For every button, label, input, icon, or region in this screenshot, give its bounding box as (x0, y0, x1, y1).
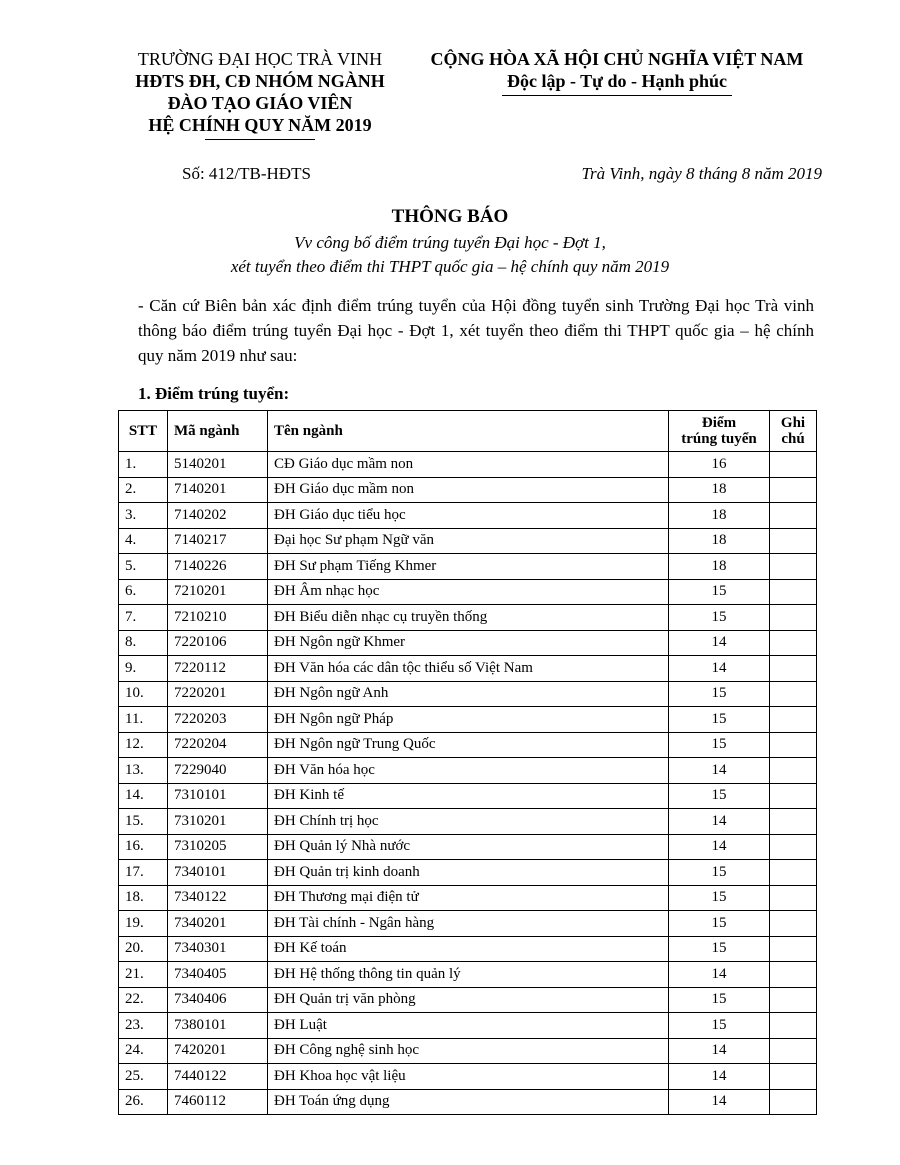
header-ten-nganh: Tên ngành (268, 411, 669, 452)
cell-stt: 24. (119, 1038, 168, 1064)
cell-ten-nganh: ĐH Ngôn ngữ Trung Quốc (268, 732, 669, 758)
cell-ma-nganh: 7340122 (168, 885, 268, 911)
cell-ghi-chu (770, 936, 817, 962)
admission-scores-table (118, 410, 817, 1115)
cell-ghi-chu (770, 707, 817, 733)
cell-ma-nganh: 7229040 (168, 758, 268, 784)
cell-stt: 10. (119, 681, 168, 707)
cell-stt: 13. (119, 758, 168, 784)
table-row (119, 911, 817, 937)
cell-ghi-chu (770, 477, 817, 503)
intro-paragraph: - Căn cứ Biên bản xác định điểm trúng tuyển của Hội đồng tuyển sinh Trường Đại học Trà vinh thông báo điểm trúng tuyển Đại học - Đợt 1, xét tuyển theo điểm thi THPT quốc gia – hệ chính quy năm 2019 như sau: (138, 296, 814, 365)
cell-ten-nganh: ĐH Ngôn ngữ Khmer (268, 630, 669, 656)
cell-ma-nganh: 7140217 (168, 528, 268, 554)
header-ghi-line1: Ghi (780, 415, 806, 431)
cell-ten-nganh: ĐH Biểu diễn nhạc cụ truyền thống (268, 605, 669, 631)
cell-diem: 14 (669, 962, 770, 988)
cell-ghi-chu (770, 1038, 817, 1064)
place-and-date: Trà Vinh, ngày 8 tháng 8 năm 2019 (581, 164, 822, 183)
cell-ghi-chu (770, 656, 817, 682)
council-name-line3: HỆ CHÍNH QUY NĂM 2019 (148, 115, 372, 135)
cell-diem: 15 (669, 605, 770, 631)
cell-stt: 8. (119, 630, 168, 656)
cell-diem: 15 (669, 1013, 770, 1039)
cell-ten-nganh: ĐH Thương mại điện tử (268, 885, 669, 911)
cell-stt: 22. (119, 987, 168, 1013)
cell-diem: 14 (669, 834, 770, 860)
cell-diem: 18 (669, 503, 770, 529)
cell-ma-nganh: 7220112 (168, 656, 268, 682)
cell-diem: 15 (669, 860, 770, 886)
table-row (119, 605, 817, 631)
document-subtitle-line1: Vv công bố điểm trúng tuyển Đại học - Đợt 1, (294, 233, 606, 252)
table-row (119, 758, 817, 784)
document-number: Số: 412/TB-HĐTS (182, 164, 311, 183)
cell-ten-nganh: ĐH Văn hóa các dân tộc thiểu số Việt Nam (268, 656, 669, 682)
table-row (119, 860, 817, 886)
header-diem-line1: Điểm (701, 415, 737, 431)
cell-ma-nganh: 7380101 (168, 1013, 268, 1039)
document-title: THÔNG BÁO (391, 206, 509, 227)
cell-ghi-chu (770, 681, 817, 707)
header-ghi-line2: chú (781, 431, 805, 447)
cell-diem: 15 (669, 936, 770, 962)
cell-ten-nganh: ĐH Ngôn ngữ Pháp (268, 707, 669, 733)
cell-stt: 7. (119, 605, 168, 631)
university-name: TRƯỜNG ĐẠI HỌC TRÀ VINH (137, 49, 383, 69)
table-row (119, 630, 817, 656)
cell-ghi-chu (770, 962, 817, 988)
table-row (119, 579, 817, 605)
cell-stt: 14. (119, 783, 168, 809)
table-row (119, 656, 817, 682)
cell-ma-nganh: 7310205 (168, 834, 268, 860)
table-header-row (119, 411, 817, 452)
table-row (119, 987, 817, 1013)
cell-diem: 14 (669, 1038, 770, 1064)
section-heading: 1. Điểm trúng tuyển: (138, 384, 290, 403)
cell-ma-nganh: 7460112 (168, 1089, 268, 1115)
cell-ten-nganh: ĐH Kế toán (268, 936, 669, 962)
cell-diem: 16 (669, 452, 770, 478)
table-row (119, 528, 817, 554)
header-diem-line2: trúng tuyển (681, 431, 757, 447)
cell-ghi-chu (770, 732, 817, 758)
table-row (119, 962, 817, 988)
cell-stt: 20. (119, 936, 168, 962)
cell-ten-nganh: ĐH Công nghệ sinh học (268, 1038, 669, 1064)
cell-ten-nganh: Đại học Sư phạm Ngữ văn (268, 528, 669, 554)
cell-stt: 25. (119, 1064, 168, 1090)
cell-ma-nganh: 7210210 (168, 605, 268, 631)
document-subtitle-line2: xét tuyển theo điểm thi THPT quốc gia – hệ chính quy năm 2019 (230, 257, 670, 276)
table-row (119, 554, 817, 580)
national-motto: Độc lập - Tự do - Hạnh phúc (506, 71, 728, 91)
cell-ma-nganh: 7210201 (168, 579, 268, 605)
table-row (119, 477, 817, 503)
cell-diem: 14 (669, 630, 770, 656)
header-ghi-chu (770, 411, 817, 452)
cell-ten-nganh: ĐH Sư phạm Tiếng Khmer (268, 554, 669, 580)
cell-ten-nganh: ĐH Âm nhạc học (268, 579, 669, 605)
cell-ghi-chu (770, 783, 817, 809)
cell-ten-nganh: ĐH Khoa học vật liệu (268, 1064, 669, 1090)
cell-ten-nganh: ĐH Quản trị văn phòng (268, 987, 669, 1013)
cell-ghi-chu (770, 860, 817, 886)
country-name: CỘNG HÒA XÃ HỘI CHỦ NGHĨA VIỆT NAM (430, 49, 804, 69)
cell-ma-nganh: 7420201 (168, 1038, 268, 1064)
table-row (119, 783, 817, 809)
cell-ghi-chu (770, 605, 817, 631)
cell-ma-nganh: 7220201 (168, 681, 268, 707)
cell-ten-nganh: CĐ Giáo dục mầm non (268, 452, 669, 478)
cell-ghi-chu (770, 809, 817, 835)
table-row (119, 681, 817, 707)
table-row (119, 936, 817, 962)
cell-ma-nganh: 7340301 (168, 936, 268, 962)
cell-diem: 15 (669, 681, 770, 707)
cell-diem: 15 (669, 783, 770, 809)
cell-diem: 18 (669, 554, 770, 580)
cell-diem: 15 (669, 885, 770, 911)
table-row (119, 1038, 817, 1064)
cell-stt: 17. (119, 860, 168, 886)
cell-ten-nganh: ĐH Giáo dục tiểu học (268, 503, 669, 529)
cell-diem: 15 (669, 579, 770, 605)
cell-stt: 5. (119, 554, 168, 580)
cell-stt: 9. (119, 656, 168, 682)
cell-ten-nganh: ĐH Ngôn ngữ Anh (268, 681, 669, 707)
cell-ghi-chu (770, 452, 817, 478)
cell-diem: 14 (669, 809, 770, 835)
council-name-line2: ĐÀO TẠO GIÁO VIÊN (167, 93, 353, 113)
cell-ma-nganh: 7340405 (168, 962, 268, 988)
cell-ten-nganh: ĐH Giáo dục mầm non (268, 477, 669, 503)
cell-stt: 19. (119, 911, 168, 937)
cell-ma-nganh: 7140201 (168, 477, 268, 503)
cell-stt: 26. (119, 1089, 168, 1115)
issuer-header (88, 48, 432, 140)
cell-ghi-chu (770, 1064, 817, 1090)
header-left-underline (205, 139, 315, 140)
cell-ten-nganh: ĐH Toán ứng dụng (268, 1089, 669, 1115)
header-right-underline (502, 95, 732, 96)
cell-ghi-chu (770, 554, 817, 580)
table-row (119, 1013, 817, 1039)
cell-ten-nganh: ĐH Chính trị học (268, 809, 669, 835)
table-row (119, 809, 817, 835)
cell-stt: 3. (119, 503, 168, 529)
cell-ghi-chu (770, 630, 817, 656)
cell-ma-nganh: 7220106 (168, 630, 268, 656)
cell-ma-nganh: 7440122 (168, 1064, 268, 1090)
cell-stt: 6. (119, 579, 168, 605)
table-row (119, 885, 817, 911)
table-row (119, 1064, 817, 1090)
cell-stt: 1. (119, 452, 168, 478)
table-row (119, 503, 817, 529)
cell-diem: 14 (669, 1089, 770, 1115)
table-row (119, 707, 817, 733)
cell-ghi-chu (770, 1013, 817, 1039)
header-diem-trung-tuyen (669, 411, 770, 452)
cell-diem: 18 (669, 528, 770, 554)
cell-ghi-chu (770, 987, 817, 1013)
cell-stt: 21. (119, 962, 168, 988)
header-ma-nganh: Mã ngành (168, 411, 268, 452)
cell-stt: 4. (119, 528, 168, 554)
cell-ghi-chu (770, 503, 817, 529)
table-row (119, 452, 817, 478)
cell-ma-nganh: 7340101 (168, 860, 268, 886)
cell-ma-nganh: 7140226 (168, 554, 268, 580)
cell-ten-nganh: ĐH Văn hóa học (268, 758, 669, 784)
cell-ten-nganh: ĐH Quản trị kinh doanh (268, 860, 669, 886)
cell-ma-nganh: 7310101 (168, 783, 268, 809)
cell-diem: 14 (669, 656, 770, 682)
cell-diem: 15 (669, 987, 770, 1013)
cell-ghi-chu (770, 1089, 817, 1115)
cell-ten-nganh: ĐH Quản lý Nhà nước (268, 834, 669, 860)
cell-stt: 2. (119, 477, 168, 503)
cell-ma-nganh: 7220203 (168, 707, 268, 733)
cell-ma-nganh: 5140201 (168, 452, 268, 478)
cell-diem: 15 (669, 911, 770, 937)
cell-diem: 15 (669, 707, 770, 733)
cell-ten-nganh: ĐH Hệ thống thông tin quản lý (268, 962, 669, 988)
national-header (408, 48, 826, 96)
cell-ma-nganh: 7340201 (168, 911, 268, 937)
header-stt: STT (119, 411, 168, 452)
cell-ma-nganh: 7140202 (168, 503, 268, 529)
cell-ghi-chu (770, 758, 817, 784)
cell-ma-nganh: 7220204 (168, 732, 268, 758)
cell-ma-nganh: 7340406 (168, 987, 268, 1013)
cell-ghi-chu (770, 528, 817, 554)
cell-diem: 18 (669, 477, 770, 503)
cell-ghi-chu (770, 911, 817, 937)
cell-diem: 15 (669, 732, 770, 758)
cell-stt: 12. (119, 732, 168, 758)
table-row (119, 834, 817, 860)
cell-diem: 14 (669, 1064, 770, 1090)
cell-stt: 15. (119, 809, 168, 835)
cell-ten-nganh: ĐH Luật (268, 1013, 669, 1039)
table-row (119, 1089, 817, 1115)
cell-diem: 14 (669, 758, 770, 784)
cell-ten-nganh: ĐH Kinh tế (268, 783, 669, 809)
cell-ten-nganh: ĐH Tài chính - Ngân hàng (268, 911, 669, 937)
cell-ma-nganh: 7310201 (168, 809, 268, 835)
cell-stt: 11. (119, 707, 168, 733)
cell-stt: 23. (119, 1013, 168, 1039)
cell-stt: 16. (119, 834, 168, 860)
table-row (119, 732, 817, 758)
cell-stt: 18. (119, 885, 168, 911)
cell-ghi-chu (770, 579, 817, 605)
council-name-line1: HĐTS ĐH, CĐ NHÓM NGÀNH (135, 71, 385, 91)
cell-ghi-chu (770, 885, 817, 911)
cell-ghi-chu (770, 834, 817, 860)
